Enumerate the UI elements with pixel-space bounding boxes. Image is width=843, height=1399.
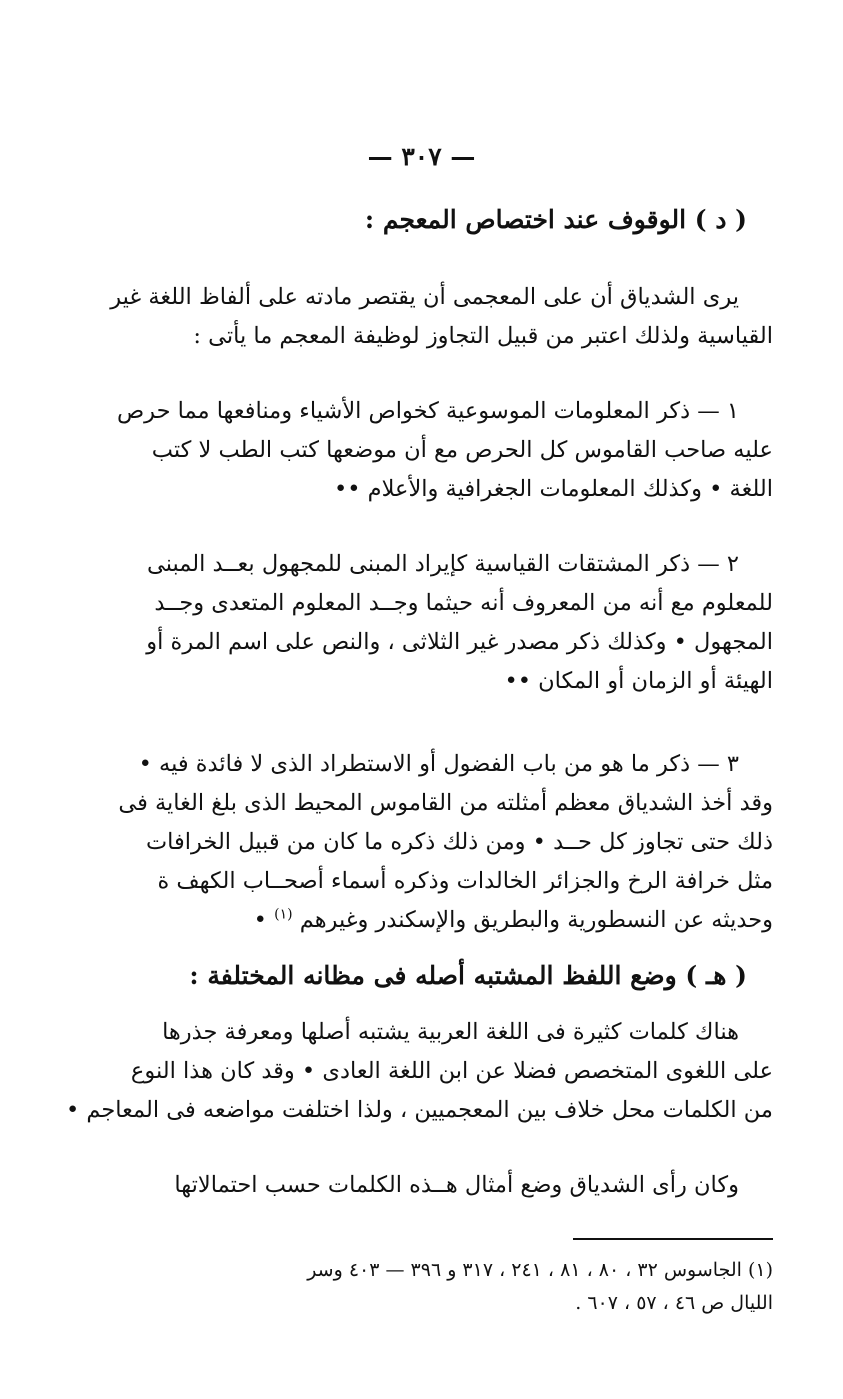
footnote-reference: (١) [274, 906, 293, 923]
text-line: وحديثه عن النسطورية والبطريق والإسكندر وغيرهم [299, 907, 773, 933]
text-line: اللغة • وكذلك المعلومات الجغرافية والأعلام •• [333, 476, 773, 502]
section-h-paragraph-2 [70, 1166, 773, 1205]
section-h-paragraph-1 [65, 1013, 773, 1130]
text-line: ١ — ذكر المعلومات الموسوعية كخواص الأشياء ومنافعها مما حرص [116, 398, 739, 424]
text-line: القياسية ولذلك اعتبر من قبيل التجاوز لوظيفة المعجم ما يأتى : [193, 323, 773, 349]
text-line: يرى الشدياق أن على المعجمى أن يقتصر مادته على ألفاظ اللغة غير [110, 284, 739, 310]
footnote-divider [573, 1238, 773, 1240]
footnote-line: الليال ص ٤٦ ، ٥٧ ، ٦٠٧ . [575, 1292, 773, 1314]
text-line: عليه صاحب القاموس كل الحرص مع أن موضعها كتب الطب لا كتب [151, 437, 773, 463]
text-line: مثل خرافة الرخ والجزائر الخالدات وذكره أسماء أصحــاب الكهف ة [157, 868, 773, 894]
text-line: المجهول • وكذلك ذكر مصدر غير الثلاثى ، والنص على اسم المرة أو [146, 629, 773, 655]
text-line: وقد أخذ الشدياق معظم أمثلته من القاموس المحيط الذى بلغ الغاية فى [118, 790, 773, 816]
footnote [70, 1254, 773, 1320]
text-line: الهيئة أو الزمان أو المكان •• [504, 668, 773, 694]
text-line: للمعلوم مع أنه من المعروف أنه حيثما وجــد المعلوم المتعدى وجــد [154, 590, 773, 616]
sentence-end-mark: • [253, 907, 267, 933]
text-line: ٣ — ذكر ما هو من باب الفضول أو الاستطراد الذى لا فائدة فيه • [138, 751, 739, 777]
text-line-with-note [70, 901, 773, 940]
text-line: ٢ — ذكر المشتقات القياسية كإيراد المبنى للمجهول بعــد المبنى [146, 551, 739, 577]
section-d-item-3 [70, 745, 773, 940]
section-d-item-1 [70, 392, 773, 509]
section-d-intro [70, 278, 773, 356]
section-h-heading: ( هـ ) وضع اللفظ المشتبه أصله فى مظانه المختلفة : [189, 961, 747, 990]
text-line: وكان رأى الشدياق وضع أمثال هــذه الكلمات حسب احتمالاتها [174, 1172, 739, 1198]
section-d-item-2 [70, 545, 773, 701]
text-line: من الكلمات محل خلاف بين المعجميين ، ولذا اختلفت مواضعه فى المعاجم • [65, 1097, 773, 1123]
text-line: ذلك حتى تجاوز كل حــد • ومن ذلك ذكره ما كان من قبيل الخرافات [145, 829, 773, 855]
footnote-line: (١) الجاسوس ٣٢ ، ٨٠ ، ٨١ ، ٢٤١ ، ٣١٧ و ٣٩٦ — ٤٠٣ وسر [307, 1259, 773, 1281]
text-line: على اللغوى المتخصص فضلا عن ابن اللغة العادى • وقد كان هذا النوع [130, 1058, 773, 1084]
text-line: هناك كلمات كثيرة فى اللغة العربية يشتبه أصلها ومعرفة جذرها [162, 1019, 739, 1045]
page-number: — ٣٠٧ — [367, 142, 476, 171]
section-d-heading: ( د ) الوقوف عند اختصاص المعجم : [364, 205, 747, 234]
